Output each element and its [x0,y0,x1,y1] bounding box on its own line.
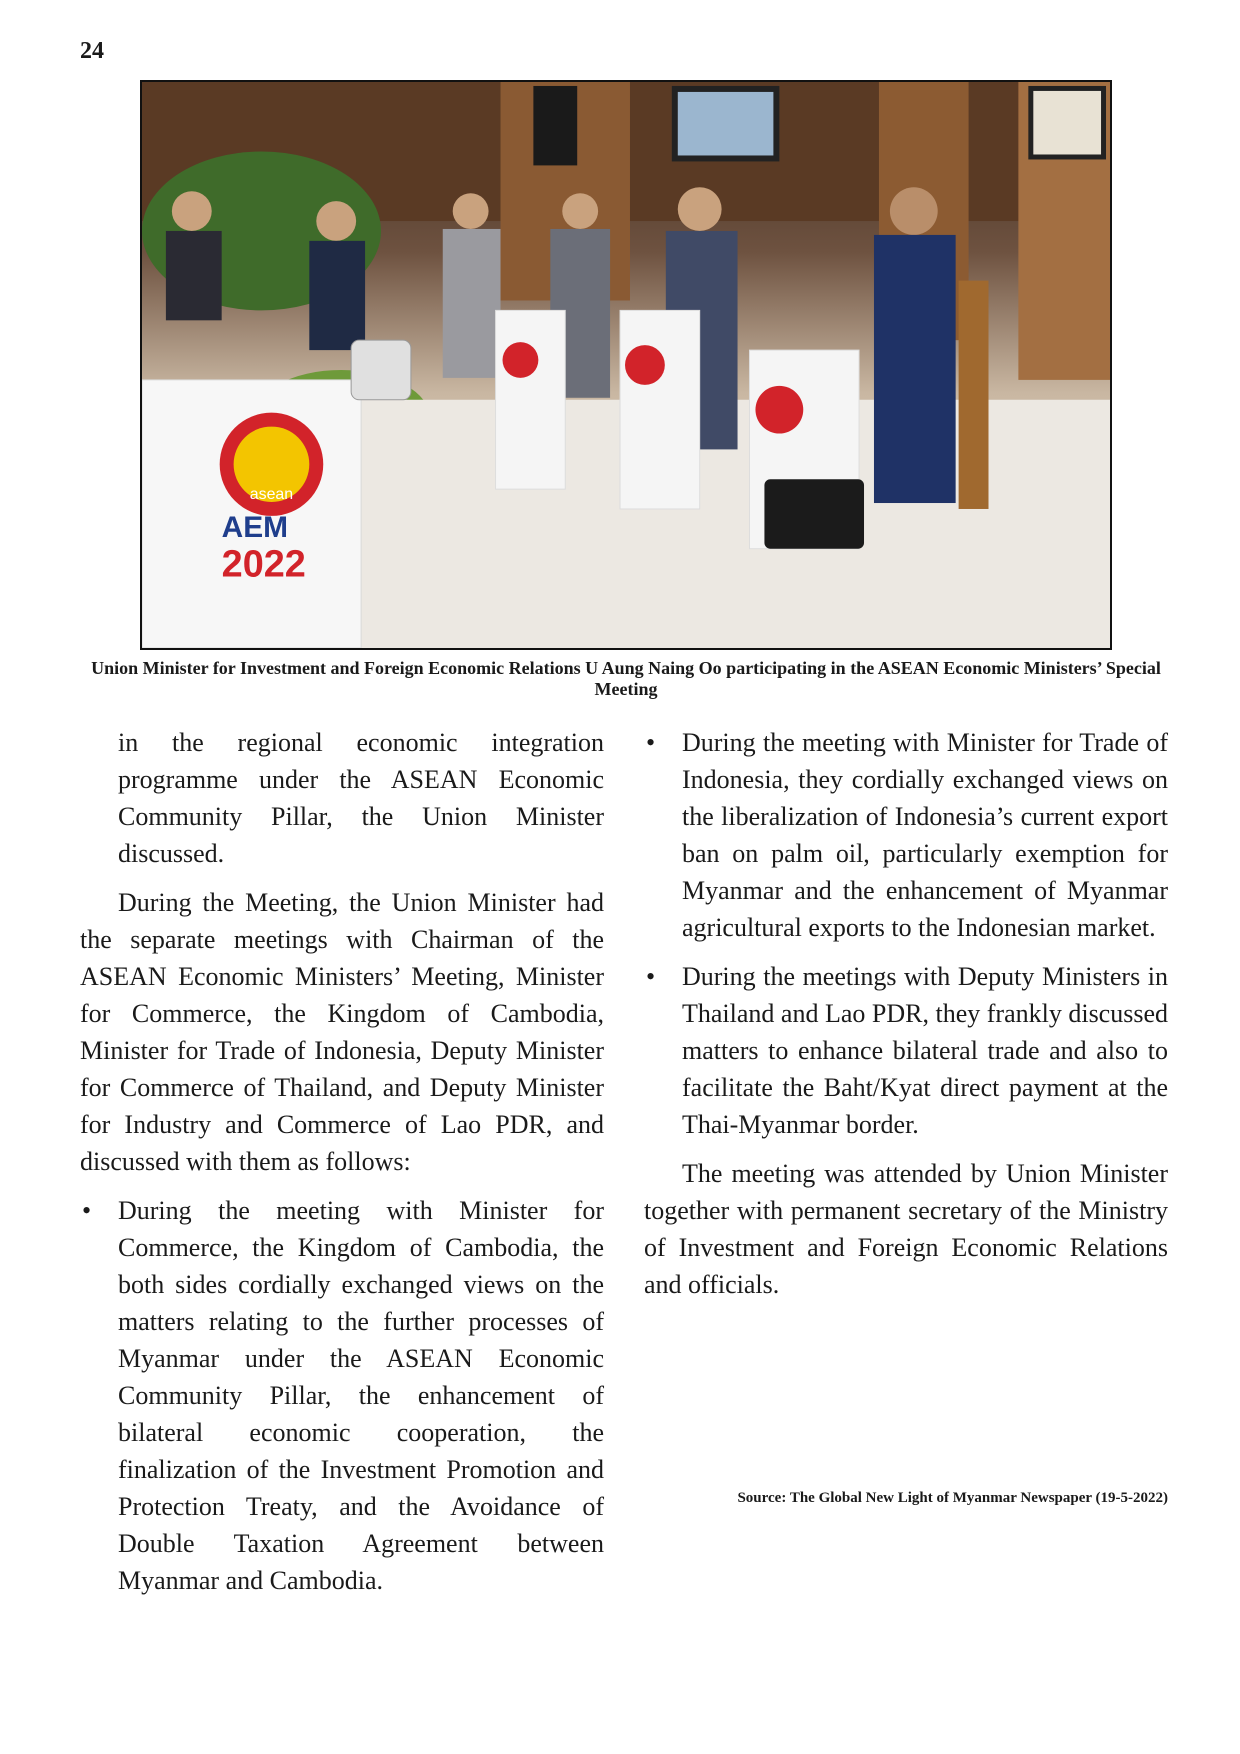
bullet-icon: • [82,1196,92,1225]
left-column [80,724,604,1611]
chair [959,281,989,509]
meeting-photo-illustration [142,82,1110,648]
handbag [764,479,864,549]
bullet-text: During the meeting with Minister for Commerce, the Kingdom of Cambodia, the both sides cordially exchanged views on the matters relating to the further processes of Myanmar under the ASEAN Economic Community Pillar, the enhancement of bilateral economic cooperation, the finalization of the Investment Promotion and Protection Treaty, and the Avoidance of Double Taxation Agreement between Myanmar and Cambodia. [118,1196,604,1595]
asean-podium [142,380,361,648]
asean-logo-text: asean [249,486,294,504]
bullet-icon: • [646,962,656,991]
camera [351,340,411,400]
body-paragraph: During the Meeting, the Union Minister had the separate meetings with Chairman of the ASEAN Economic Ministers’ Meeting, Minister for Commerce, the Kingdom of Cambodia, Minister for Trade of Indonesia, Deputy Minister for Commerce of Thailand, and Deputy Minister for Industry and Commerce of Lao PDR, and discussed with them as follows: [80,888,604,1176]
bullet-text: During the meeting with Minister for Trade of Indonesia, they cordially exchanged views on the liberalization of Indonesia’s current export ban on palm oil, particularly exemption for Myanmar and the enhancement of Myanmar agricultural exports to the Indonesian market. [682,728,1168,942]
bullet-icon: • [646,728,656,757]
closing-paragraph: The meeting was attended by Union Minister together with permanent secretary of the Ministry of Investment and Foreign Economic Relations and officials. [644,1159,1168,1299]
podium [620,310,700,509]
source-citation: Source: The Global New Light of Myanmar Newspaper (19-5-2022) [737,1490,1168,1506]
aem-year: 2022 [221,543,306,586]
bullet-item [644,958,1168,1143]
page-number: 24 [80,38,104,64]
photo-caption: Union Minister for Investment and Foreign Economic Relations U Aung Naing Oo participating in the ASEAN Economic Ministers’ Special Meeting [91,658,1161,699]
bullet-item [80,1192,604,1599]
right-column [644,724,1168,1315]
meeting-photo [140,80,1112,650]
bullet-text: During the meetings with Deputy Ministers in Thailand and Lao PDR, they frankly discussed matters to enhance bilateral trade and also to facilitate the Baht/Kyat direct payment at the Thai-Myanmar border. [682,962,1168,1139]
aem-text: AEM [221,510,289,544]
speaker [533,86,577,165]
podium [496,310,566,489]
continuation-paragraph: in the regional economic integration programme under the ASEAN Economic Community Pillar, the Union Minister discussed. [118,728,604,868]
bullet-item [644,724,1168,946]
